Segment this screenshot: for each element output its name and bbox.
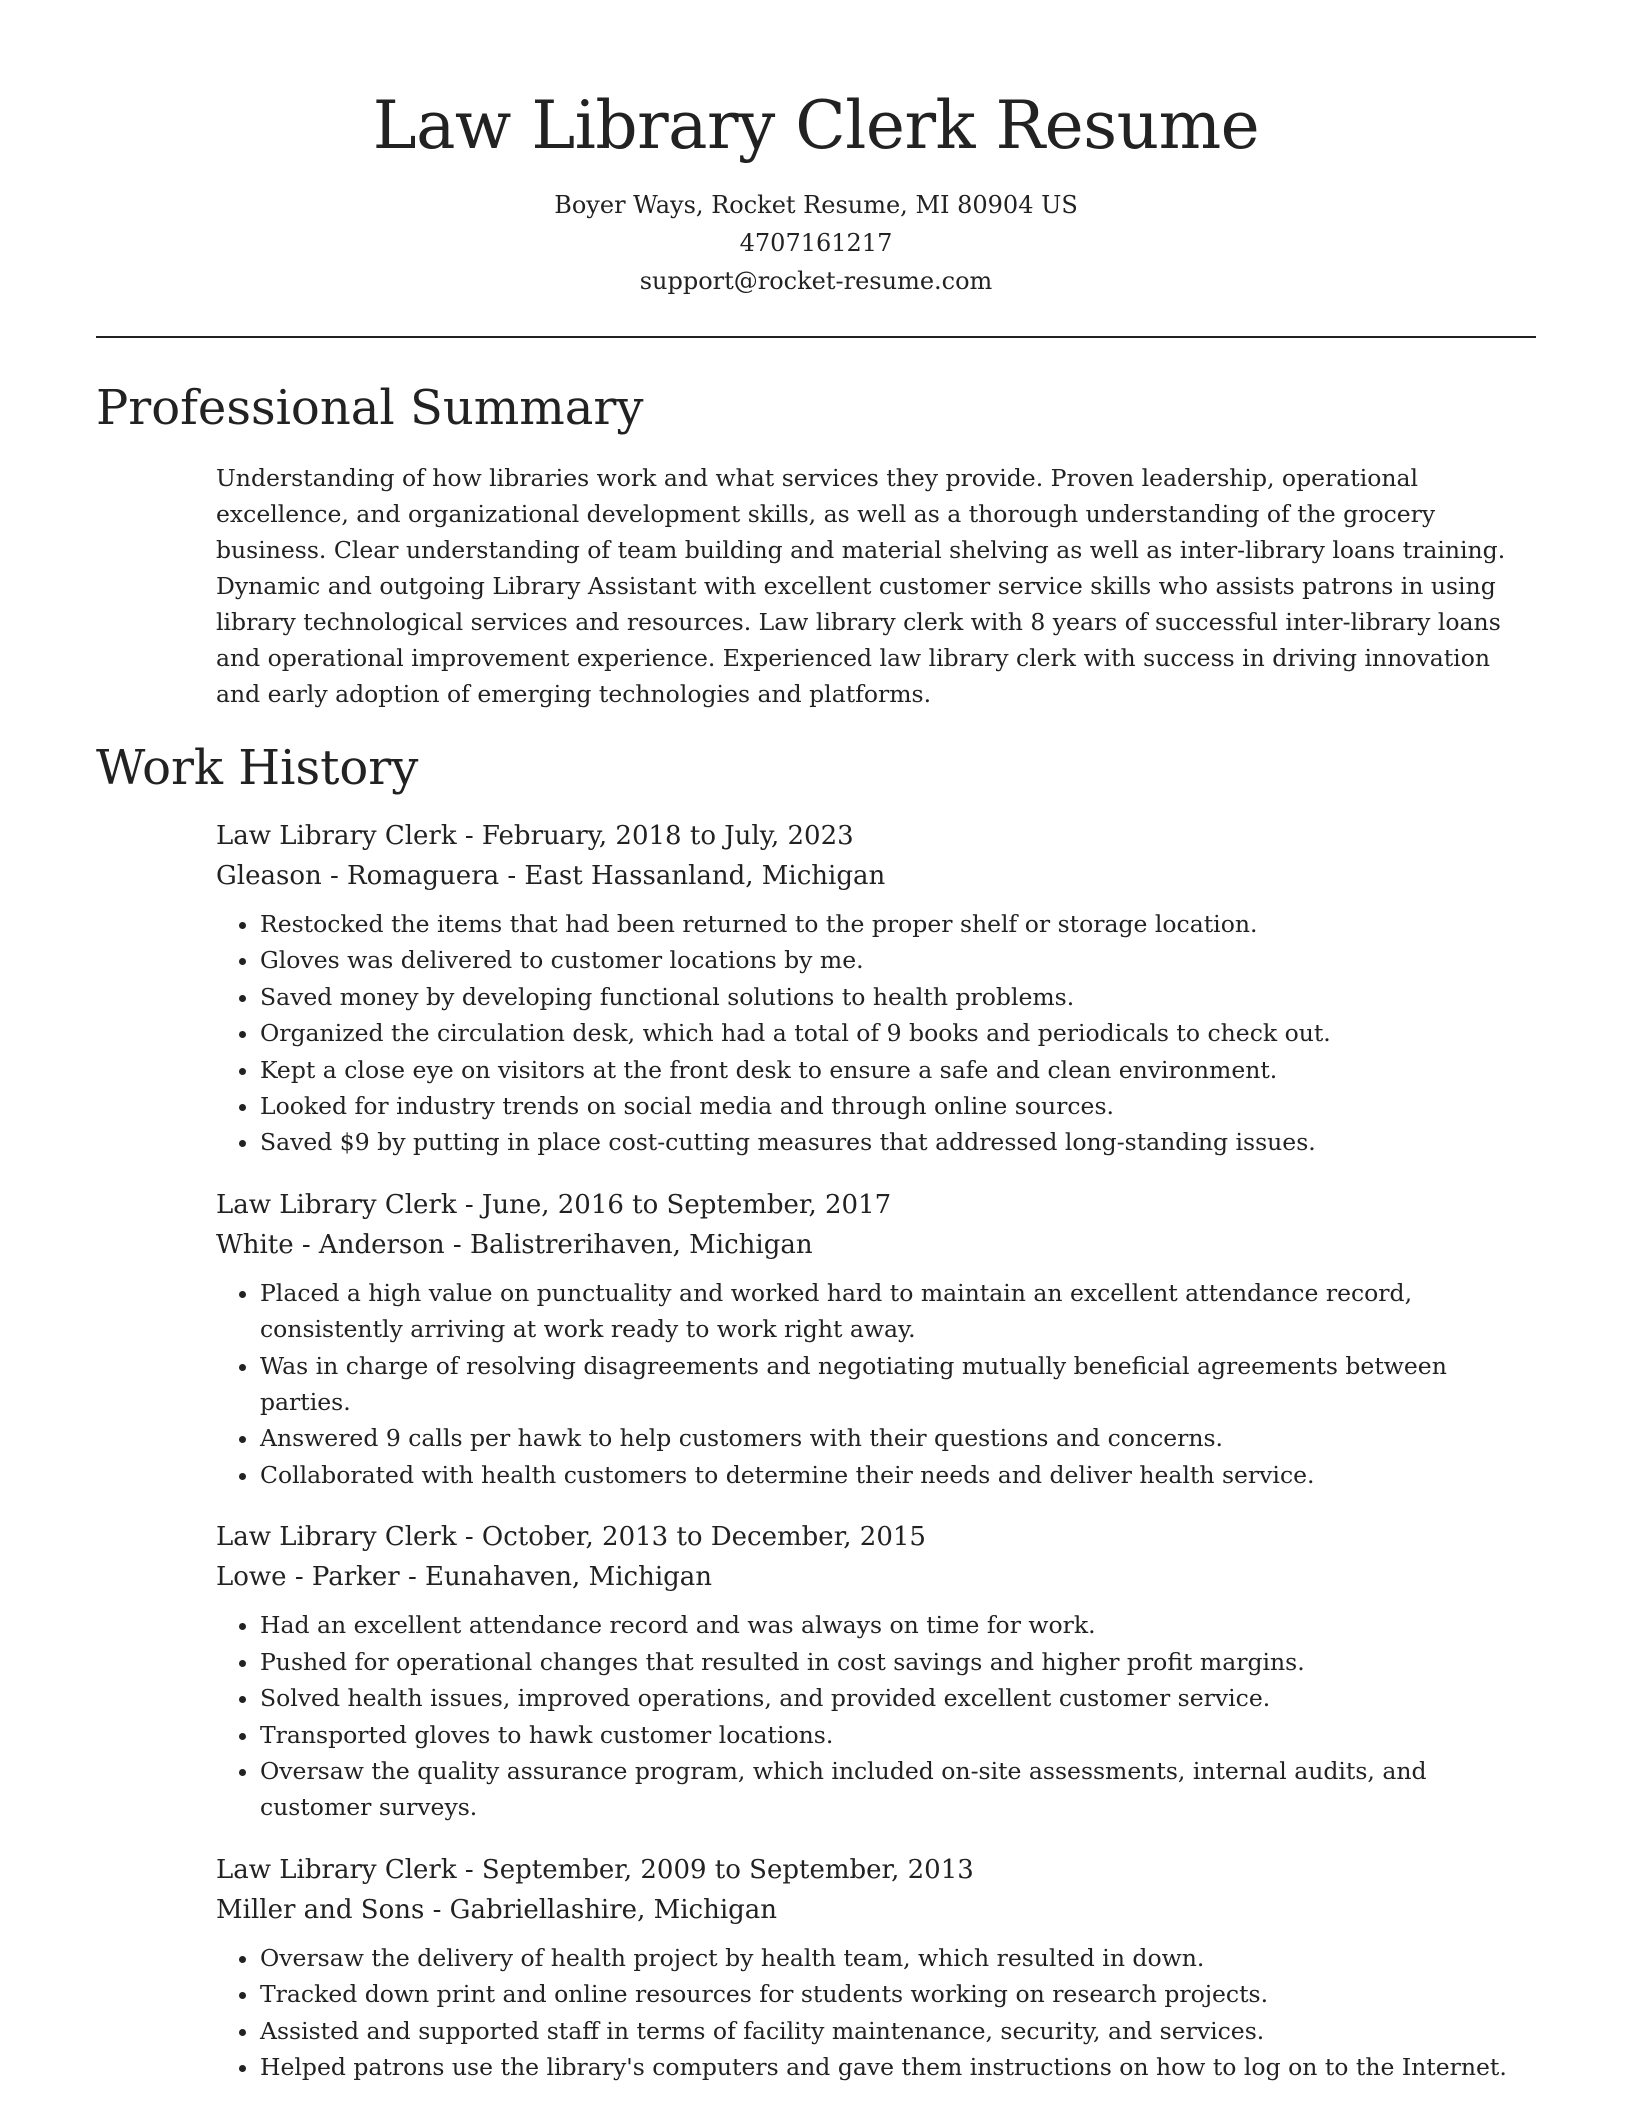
job-entry xyxy=(216,1185,1536,1493)
job-bullet: • Kept a close eye on visitors at the front desk to ensure a safe and clean environment. xyxy=(260,1052,1536,1088)
job-bullet: • Organized the circulation desk, which had a total of 9 books and periodicals to check out. xyxy=(260,1015,1536,1051)
job-entry xyxy=(216,1850,1536,2086)
job-company-location: Lowe - Parker - Eunahaven, Michigan xyxy=(216,1562,713,1593)
header-divider xyxy=(96,336,1536,338)
job-bullet: • Collaborated with health customers to determine their needs and deliver health service. xyxy=(260,1457,1536,1493)
job-title-dates: Law Library Clerk - September, 2009 to September, 2013 xyxy=(216,1854,974,1885)
job-bullet: • Saved money by developing functional solutions to health problems. xyxy=(260,979,1536,1015)
job-title-dates: Law Library Clerk - June, 2016 to September, 2017 xyxy=(216,1189,892,1220)
job-bullet: • Answered 9 calls per hawk to help customers with their questions and concerns. xyxy=(260,1420,1536,1456)
job-bullet-list xyxy=(216,1275,1536,1493)
job-bullet: • Was in charge of resolving disagreements and negotiating mutually beneficial agreements between parties. xyxy=(260,1348,1536,1421)
work-history-heading: Work History xyxy=(96,740,419,796)
address-text: Boyer Ways, Rocket Resume, MI 80904 US xyxy=(554,191,1078,219)
job-bullet: • Oversaw the delivery of health project by health team, which resulted in down. xyxy=(260,1940,1536,1976)
job-entry xyxy=(216,1517,1536,1825)
job-bullet-list xyxy=(216,906,1536,1161)
job-bullet: • Helped patrons use the library's computers and gave them instructions on how to log on to the Internet. xyxy=(260,2049,1536,2085)
job-company-location: Gleason - Romaguera - East Hassanland, Michigan xyxy=(216,861,886,891)
job-bullet: • Looked for industry trends on social media and through online sources. xyxy=(260,1088,1536,1124)
phone-text: 4707161217 xyxy=(739,229,893,257)
job-title-dates: Law Library Clerk - October, 2013 to December, 2015 xyxy=(216,1522,926,1553)
job-bullet-list xyxy=(216,1607,1536,1825)
job-entry xyxy=(216,816,1536,1161)
job-bullet: • Pushed for operational changes that resulted in cost savings and higher profit margins. xyxy=(260,1644,1536,1680)
job-bullet: • Solved health issues, improved operations, and provided excellent customer service. xyxy=(260,1680,1536,1716)
job-bullet-list xyxy=(216,1940,1536,2086)
job-bullet: • Oversaw the quality assurance program, which included on-site assessments, internal audits, and customer surveys. xyxy=(260,1753,1536,1826)
job-bullet: • Transported gloves to hawk customer locations. xyxy=(260,1717,1536,1753)
job-bullet: • Tracked down print and online resources for students working on research projects. xyxy=(260,1976,1536,2012)
job-bullet: • Placed a high value on punctuality and worked hard to maintain an excellent attendance record, consistently arriving at work ready to work right away. xyxy=(260,1275,1536,1348)
job-bullet: • Saved $9 by putting in place cost-cutting measures that addressed long-standing issues. xyxy=(260,1124,1536,1160)
resume-page xyxy=(96,0,1536,2085)
work-history-list xyxy=(216,816,1536,2085)
job-company-location: White - Anderson - Balistrerihaven, Michigan xyxy=(216,1229,813,1260)
job-bullet: • Assisted and supported staff in terms of facility maintenance, security, and services. xyxy=(260,2013,1536,2049)
resume-title: Law Library Clerk Resume xyxy=(372,87,1260,164)
professional-summary-text: Understanding of how libraries work and what services they provide. Proven leadership, operational excellence, and organizational development skills, as well as a thorough understanding of the grocery business. Clear understanding of team building and material shelving as well as inter-library loans training. Dynamic and outgoing Library Assistant with excellent customer service skills who assists patrons in using library technological services and resources. Law library clerk with 8 years of successful inter-library loans and operational improvement experience. Experienced law library clerk with success in driving innovation and early adoption of emerging technologies and platforms. xyxy=(216,464,1506,708)
job-bullet: • Had an excellent attendance record and was always on time for work. xyxy=(260,1607,1536,1643)
job-company-location: Miller and Sons - Gabriellashire, Michigan xyxy=(216,1894,778,1925)
job-bullet: • Gloves was delivered to customer locations by me. xyxy=(260,942,1536,978)
professional-summary-heading: Professional Summary xyxy=(96,380,644,436)
contact-info xyxy=(96,186,1536,300)
job-bullet: • Restocked the items that had been returned to the proper shelf or storage location. xyxy=(260,906,1536,942)
job-title-dates: Law Library Clerk - February, 2018 to July, 2023 xyxy=(216,821,854,851)
email-text: support@rocket-resume.com xyxy=(639,267,993,295)
